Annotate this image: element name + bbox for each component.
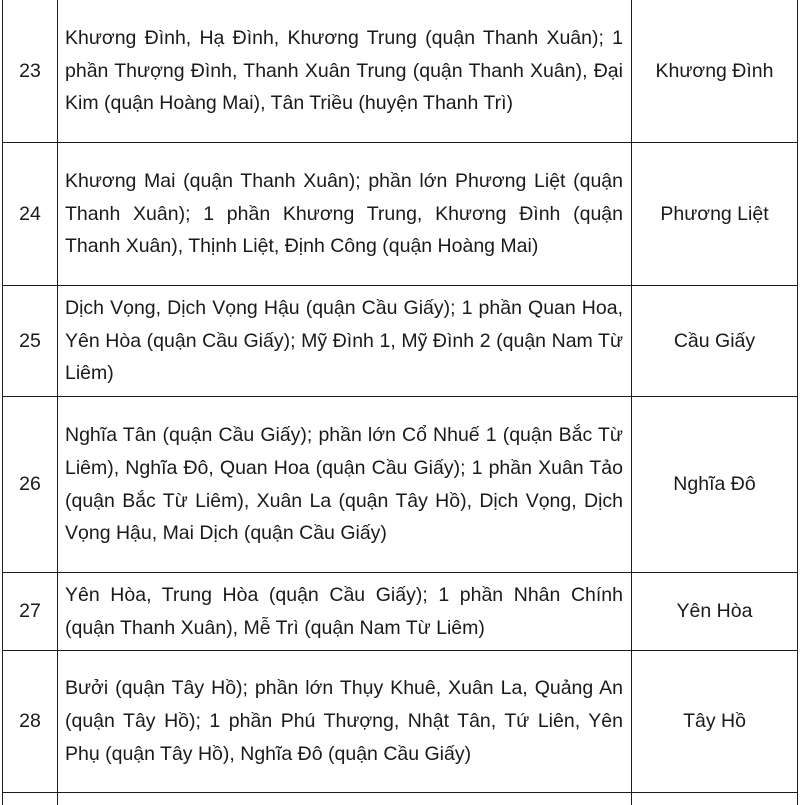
new-ward-cell: Tây Hồ [632,651,798,793]
row-number: 27 [3,573,58,651]
row-number: 23 [3,0,58,143]
row-number: 26 [3,397,58,573]
new-ward-cell: Yên Hòa [632,573,798,651]
ward-merge-table [2,0,798,805]
new-ward-cell: Khương Đình [632,0,798,143]
old-wards-cell: Bưởi (quận Tây Hồ); phần lớn Thụy Khuê, Xuân La, Quảng An (quận Tây Hồ); 1 phần Phú Thượng, Nhật Tân, Tứ Liên, Yên Phụ (quận Tây Hồ), Nghĩa Đô (quận Cầu Giấy) [58,651,632,793]
table-row [3,286,798,397]
row-number: 24 [3,143,58,286]
new-ward-cell: Nghĩa Đô [632,397,798,573]
row-number: 25 [3,286,58,397]
table-row [3,397,798,573]
old-wards-cell: Khương Mai (quận Thanh Xuân); phần lớn Phương Liệt (quận Thanh Xuân); 1 phần Khương Trung, Khương Đình (quận Thanh Xuân), Thịnh Liệt, Định Công (quận Hoàng Mai) [58,143,632,286]
table-row [3,143,798,286]
row-number: 28 [3,651,58,793]
old-wards-cell: Khương Đình, Hạ Đình, Khương Trung (quận Thanh Xuân); 1 phần Thượng Đình, Thanh Xuân Trung (quận Thanh Xuân), Đại Kim (quận Hoàng Mai), Tân Triều (huyện Thanh Trì) [58,0,632,143]
table-row [3,573,798,651]
table-row [3,651,798,793]
old-wards-cell: Yên Hòa, Trung Hòa (quận Cầu Giấy); 1 phần Nhân Chính (quận Thanh Xuân), Mễ Trì (quận Nam Từ Liêm) [58,573,632,651]
new-ward-cell: Cầu Giấy [632,286,798,397]
table-row [3,0,798,143]
old-wards-cell: Dịch Vọng, Dịch Vọng Hậu (quận Cầu Giấy); 1 phần Quan Hoa, Yên Hòa (quận Cầu Giấy); Mỹ Đình 1, Mỹ Đình 2 (quận Nam Từ Liêm) [58,286,632,397]
old-wards-cell: Nghĩa Tân (quận Cầu Giấy); phần lớn Cổ Nhuế 1 (quận Bắc Từ Liêm), Nghĩa Đô, Quan Hoa (quận Cầu Giấy); 1 phần Xuân Tảo (quận Bắc Từ Liêm), Xuân La (quận Tây Hồ), Dịch Vọng, Dịch Vọng Hậu, Mai Dịch (quận Cầu Giấy) [58,397,632,573]
new-ward-cell: Phương Liệt [632,143,798,286]
